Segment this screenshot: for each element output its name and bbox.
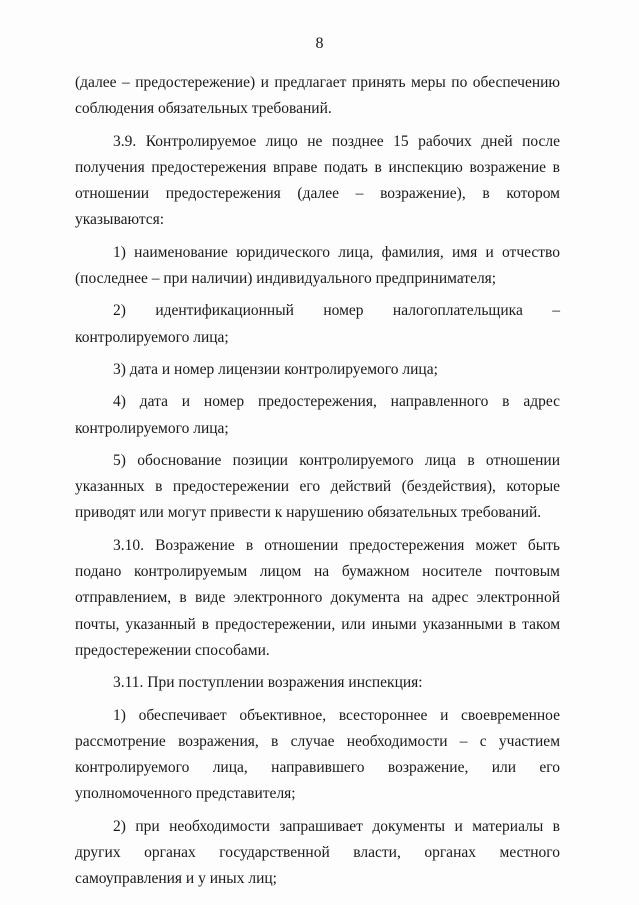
- paragraph-3-11: 3.11. При поступлении возражения инспекция:: [113, 674, 423, 692]
- paragraph-3-10: 3.10. Возражение в отношении предостережения может быть подано контролируемым лицом на бумажном носителе почтовым отправлением, в виде электронного документа на адрес электронной почты, указанный в предостережении, или иными указанными в таком предостережении способами.: [75, 536, 560, 659]
- paragraph-3-9: 3.9. Контролируемое лицо не позднее 15 рабочих дней после получения предостережения вправе подать в инспекцию возражение в отношении предостережения (далее – возражение), в котором указываются:: [75, 132, 560, 229]
- list-item-3: 3) дата и номер лицензии контролируемого лица;: [113, 360, 438, 378]
- list-item-3-11-1: 1) обеспечивает объективное, всестороннее и своевременное рассмотрение возражения, в случае необходимости – с участием контролируемого лица, направившего возражение, или его уполномоченного представителя;: [75, 706, 560, 803]
- list-item-2: 2) идентификационный номер налогоплательщика – контролируемого лица;: [75, 302, 560, 346]
- list-item-4: 4) дата и номер предостережения, направленного в адрес контролируемого лица;: [75, 393, 560, 437]
- list-item-5: 5) обоснование позиции контролируемого лица в отношении указанных в предостережении его действий (бездействия), которые приводят или могут привести к нарушению обязательных требований.: [75, 451, 560, 522]
- page-number: 8: [315, 35, 324, 52]
- list-item-1: 1) наименование юридического лица, фамилия, имя и отчество (последнее – при наличии) индивидуального предпринимателя;: [75, 243, 560, 288]
- document-body: [75, 70, 560, 899]
- paragraph-intro-continuation: (далее – предостережение) и предлагает принять меры по обеспечению соблюдения обязательных требований.: [75, 74, 560, 118]
- list-item-3-11-2: 2) при необходимости запрашивает документы и материалы в других органах государственной власти, органах местного самоуправления и у иных лиц;: [75, 817, 560, 888]
